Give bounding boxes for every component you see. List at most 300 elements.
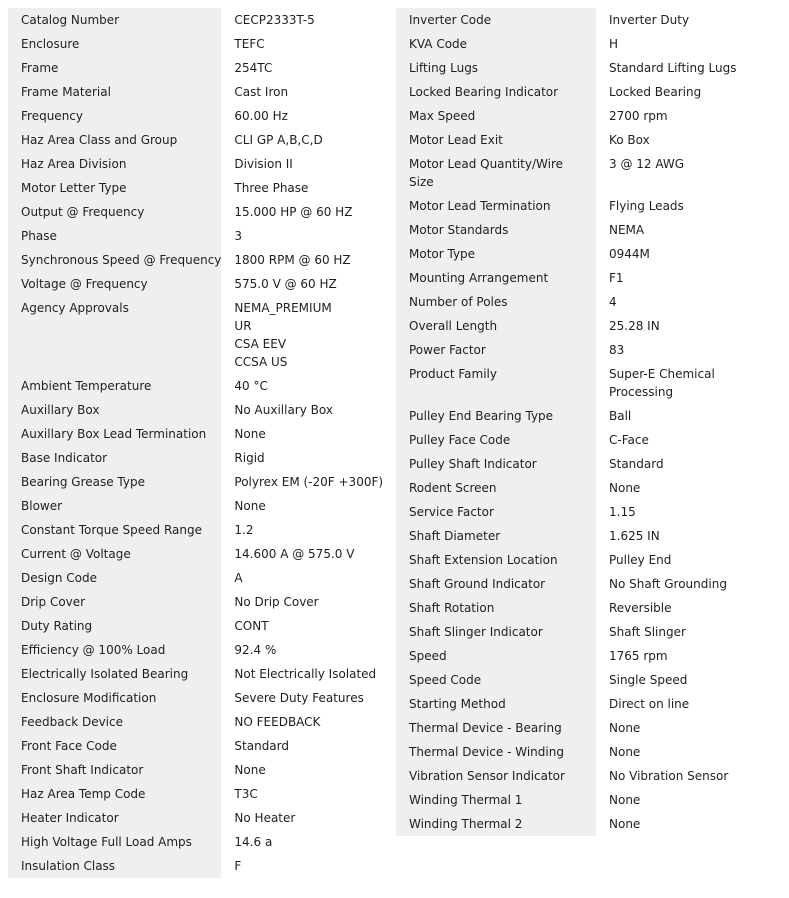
spec-value: T3C — [234, 787, 258, 801]
spec-value-cell — [221, 638, 384, 662]
spec-value: Polyrex EM (-20F +300F) — [234, 475, 384, 489]
spec-label-cell — [396, 668, 596, 692]
spec-label-cell — [8, 80, 221, 104]
spec-label-cell — [396, 218, 596, 242]
spec-label-cell — [396, 548, 596, 572]
spec-value: CONT — [234, 619, 269, 633]
spec-value-cell — [221, 686, 384, 710]
spec-value: Three Phase — [234, 181, 309, 195]
spec-value: No Vibration Sensor — [609, 769, 729, 783]
spec-row — [8, 176, 384, 200]
spec-label-cell — [396, 572, 596, 596]
spec-value: Not Electrically Isolated — [234, 667, 377, 681]
spec-label-cell — [396, 692, 596, 716]
spec-label: Shaft Diameter — [409, 529, 501, 543]
spec-label-cell — [396, 788, 596, 812]
spec-row — [396, 404, 777, 428]
spec-label: Motor Standards — [409, 223, 509, 237]
spec-value: None — [609, 793, 641, 807]
spec-label: Catalog Number — [21, 13, 120, 27]
spec-value: H — [609, 37, 619, 51]
spec-label-cell — [8, 56, 221, 80]
spec-value-cell — [596, 290, 777, 314]
spec-label: Enclosure — [21, 37, 80, 51]
spec-value-cell — [221, 128, 384, 152]
spec-label-cell — [8, 806, 221, 830]
spec-value-cell — [221, 566, 384, 590]
spec-label: Agency Approvals — [21, 301, 129, 315]
spec-label-cell — [396, 152, 596, 194]
spec-value-cell — [596, 266, 777, 290]
spec-value-cell — [221, 80, 384, 104]
spec-label: Max Speed — [409, 109, 476, 123]
spec-value: Ball — [609, 409, 632, 423]
spec-label-cell — [396, 242, 596, 266]
spec-row — [8, 854, 384, 878]
spec-value: No Heater — [234, 811, 296, 825]
spec-row — [8, 758, 384, 782]
spec-label-cell — [396, 524, 596, 548]
spec-value: 254TC — [234, 61, 273, 75]
spec-label: Haz Area Class and Group — [21, 133, 178, 147]
spec-label: Phase — [21, 229, 57, 243]
spec-row — [8, 470, 384, 494]
spec-label: Motor Lead Quantity/Wire — [409, 157, 564, 171]
spec-value-cell — [221, 854, 384, 878]
spec-label-cell — [396, 338, 596, 362]
spec-value-cell — [596, 80, 777, 104]
spec-label-cell — [396, 740, 596, 764]
spec-label: KVA Code — [409, 37, 468, 51]
spec-value-cell — [221, 224, 384, 248]
spec-row — [396, 314, 777, 338]
spec-row — [396, 266, 777, 290]
spec-value: Super-E Chemical — [609, 367, 715, 381]
spec-label: Motor Lead Exit — [409, 133, 503, 147]
spec-value: None — [609, 721, 641, 735]
spec-label-cell — [8, 176, 221, 200]
spec-label: Ambient Temperature — [21, 379, 152, 393]
spec-label: Haz Area Temp Code — [21, 787, 146, 801]
spec-label-cell — [8, 8, 221, 32]
spec-value-cell — [596, 548, 777, 572]
spec-label-cell — [396, 32, 596, 56]
spec-value-cell — [596, 362, 777, 404]
spec-row — [396, 668, 777, 692]
spec-value: CCSA US — [234, 355, 288, 369]
spec-value: 3 — [234, 229, 243, 243]
spec-value: 575.0 V @ 60 HZ — [234, 277, 337, 291]
spec-label: Constant Torque Speed Range — [21, 523, 203, 537]
spec-label: Shaft Ground Indicator — [409, 577, 546, 591]
spec-value-cell — [221, 8, 384, 32]
spec-label-cell — [8, 590, 221, 614]
spec-row — [396, 548, 777, 572]
spec-row — [396, 620, 777, 644]
spec-value-cell — [596, 194, 777, 218]
spec-label: Mounting Arrangement — [409, 271, 549, 285]
spec-label: Overall Length — [409, 319, 498, 333]
spec-row — [396, 764, 777, 788]
spec-value-cell — [221, 590, 384, 614]
spec-label-cell — [396, 80, 596, 104]
spec-label-cell — [8, 830, 221, 854]
spec-row — [396, 242, 777, 266]
spec-row — [396, 572, 777, 596]
spec-label-cell — [8, 224, 221, 248]
spec-row — [396, 152, 777, 194]
spec-row — [396, 644, 777, 668]
spec-value-cell — [596, 620, 777, 644]
spec-value: 14.600 A @ 575.0 V — [234, 547, 355, 561]
spec-label-cell — [8, 200, 221, 224]
spec-value-cell — [221, 758, 384, 782]
spec-row — [396, 290, 777, 314]
spec-row — [396, 338, 777, 362]
spec-label: Pulley Shaft Indicator — [409, 457, 537, 471]
spec-value: TEFC — [234, 37, 265, 51]
spec-label-cell — [8, 248, 221, 272]
spec-label-cell — [396, 764, 596, 788]
spec-row — [8, 224, 384, 248]
spec-label: Motor Lead Termination — [409, 199, 551, 213]
spec-value-cell — [596, 668, 777, 692]
spec-label: Heater Indicator — [21, 811, 119, 825]
spec-value-cell — [596, 452, 777, 476]
spec-value-cell — [221, 176, 384, 200]
spec-label-cell — [8, 470, 221, 494]
spec-value: No Drip Cover — [234, 595, 319, 609]
spec-value-cell — [596, 788, 777, 812]
spec-label: Front Face Code — [21, 739, 117, 753]
spec-value-cell — [221, 248, 384, 272]
spec-value-cell — [596, 716, 777, 740]
spec-label: Efficiency @ 100% Load — [21, 643, 166, 657]
spec-label-cell — [396, 620, 596, 644]
spec-label: Motor Type — [409, 247, 476, 261]
spec-label-cell — [8, 686, 221, 710]
spec-value-cell — [221, 296, 384, 374]
spec-value: NO FEEDBACK — [234, 715, 321, 729]
spec-value-cell — [596, 338, 777, 362]
spec-value: 1.15 — [609, 505, 636, 519]
spec-label: Auxillary Box — [21, 403, 100, 417]
spec-label: Shaft Slinger Indicator — [409, 625, 543, 639]
spec-row — [8, 398, 384, 422]
spec-row — [8, 638, 384, 662]
spec-value: 14.6 a — [234, 835, 273, 849]
spec-label: Design Code — [21, 571, 97, 585]
spec-value-cell — [596, 428, 777, 452]
spec-label: Rodent Screen — [409, 481, 497, 495]
spec-label-cell — [396, 314, 596, 338]
spec-value: None — [609, 481, 641, 495]
spec-label: Bearing Grease Type — [21, 475, 145, 489]
spec-label: Winding Thermal 1 — [409, 793, 523, 807]
spec-row — [8, 566, 384, 590]
spec-label-cell — [396, 644, 596, 668]
spec-value-cell — [596, 404, 777, 428]
spec-label: Service Factor — [409, 505, 494, 519]
spec-row — [396, 524, 777, 548]
spec-label-cell — [8, 662, 221, 686]
spec-row — [396, 362, 777, 404]
spec-label: Voltage @ Frequency — [21, 277, 148, 291]
spec-label-cell — [396, 104, 596, 128]
spec-value-cell — [596, 572, 777, 596]
spec-table-right — [396, 8, 777, 836]
spec-label: Feedback Device — [21, 715, 123, 729]
spec-value: Standard Lifting Lugs — [609, 61, 737, 75]
spec-label: Size — [409, 175, 434, 189]
spec-label: Duty Rating — [21, 619, 93, 633]
spec-value: 60.00 Hz — [234, 109, 288, 123]
spec-label-cell — [396, 716, 596, 740]
spec-value-cell — [596, 32, 777, 56]
spec-value-cell — [596, 476, 777, 500]
spec-value-cell — [596, 314, 777, 338]
spec-row — [8, 32, 384, 56]
spec-label-cell — [396, 266, 596, 290]
spec-value: CSA EEV — [234, 337, 287, 351]
spec-value: 40 °C — [234, 379, 268, 393]
spec-label-cell — [8, 854, 221, 878]
spec-value: F1 — [609, 271, 624, 285]
spec-value-cell — [596, 152, 777, 194]
spec-row — [8, 152, 384, 176]
spec-row — [8, 200, 384, 224]
spec-value: Reversible — [609, 601, 672, 615]
spec-label: Auxillary Box Lead Termination — [21, 427, 207, 441]
spec-value-cell — [596, 8, 777, 32]
spec-value-cell — [221, 56, 384, 80]
spec-value: Division II — [234, 157, 293, 171]
spec-value: None — [234, 763, 266, 777]
spec-value: Direct on line — [609, 697, 690, 711]
spec-label-cell — [8, 398, 221, 422]
spec-label-cell — [8, 734, 221, 758]
spec-label: Inverter Code — [409, 13, 492, 27]
spec-value: Locked Bearing — [609, 85, 702, 99]
spec-label-cell — [396, 452, 596, 476]
spec-row — [396, 128, 777, 152]
spec-value: 25.28 IN — [609, 319, 660, 333]
spec-row — [8, 446, 384, 470]
spec-row — [396, 740, 777, 764]
spec-value-cell — [596, 56, 777, 80]
spec-row — [8, 80, 384, 104]
spec-value: 1.625 IN — [609, 529, 660, 543]
spec-label: Insulation Class — [21, 859, 116, 873]
spec-value: C-Face — [609, 433, 649, 447]
spec-label: Shaft Extension Location — [409, 553, 558, 567]
spec-label: Blower — [21, 499, 63, 513]
spec-value: NEMA_PREMIUM — [234, 301, 332, 315]
spec-value: None — [234, 499, 266, 513]
spec-value-cell — [221, 32, 384, 56]
spec-label-cell — [396, 362, 596, 404]
spec-value-cell — [221, 782, 384, 806]
spec-row — [8, 710, 384, 734]
spec-value: 92.4 % — [234, 643, 277, 657]
spec-value-cell — [596, 692, 777, 716]
spec-row — [396, 692, 777, 716]
spec-value: Inverter Duty — [609, 13, 690, 27]
spec-label: Speed Code — [409, 673, 482, 687]
spec-value: CLI GP A,B,C,D — [234, 133, 323, 147]
spec-value-cell — [596, 242, 777, 266]
spec-label: Frequency — [21, 109, 83, 123]
spec-row — [8, 494, 384, 518]
spec-value-cell — [221, 422, 384, 446]
spec-label-cell — [396, 128, 596, 152]
spec-row — [396, 500, 777, 524]
spec-value-cell — [596, 740, 777, 764]
spec-label-cell — [396, 56, 596, 80]
spec-row — [396, 32, 777, 56]
spec-value: 0944M — [609, 247, 650, 261]
spec-row — [396, 428, 777, 452]
spec-label-cell — [396, 812, 596, 836]
spec-row — [8, 686, 384, 710]
spec-row — [396, 104, 777, 128]
spec-value-cell — [596, 104, 777, 128]
spec-label-cell — [396, 428, 596, 452]
spec-label: Speed — [409, 649, 447, 663]
spec-label-cell — [8, 566, 221, 590]
spec-row — [396, 56, 777, 80]
spec-value-cell — [221, 272, 384, 296]
spec-value-cell — [221, 152, 384, 176]
spec-value: UR — [234, 319, 252, 333]
spec-label: Frame Material — [21, 85, 111, 99]
spec-label: Electrically Isolated Bearing — [21, 667, 189, 681]
spec-label-cell — [8, 614, 221, 638]
spec-row — [396, 80, 777, 104]
spec-value: Shaft Slinger — [609, 625, 686, 639]
spec-row — [396, 716, 777, 740]
spec-value-cell — [221, 398, 384, 422]
spec-value: 1.2 — [234, 523, 254, 537]
spec-value-cell — [596, 596, 777, 620]
spec-label-cell — [8, 422, 221, 446]
spec-value: Severe Duty Features — [234, 691, 364, 705]
spec-value: NEMA — [609, 223, 645, 237]
spec-row — [396, 812, 777, 836]
spec-value-cell — [596, 128, 777, 152]
spec-label: Vibration Sensor Indicator — [409, 769, 565, 783]
spec-label-cell — [8, 296, 221, 374]
spec-row — [8, 782, 384, 806]
spec-value-cell — [221, 470, 384, 494]
spec-row — [8, 8, 384, 32]
spec-label: Thermal Device - Winding — [409, 745, 564, 759]
spec-value-cell — [221, 374, 384, 398]
spec-value-cell — [596, 500, 777, 524]
spec-label-cell — [396, 476, 596, 500]
spec-label-cell — [8, 374, 221, 398]
spec-value: F — [234, 859, 242, 873]
spec-label: Product Family — [409, 367, 497, 381]
spec-value: 15.000 HP @ 60 HZ — [234, 205, 353, 219]
spec-label: Pulley End Bearing Type — [409, 409, 554, 423]
spec-value: 4 — [609, 295, 617, 309]
spec-label-cell — [8, 782, 221, 806]
spec-row — [396, 194, 777, 218]
spec-label-cell — [8, 638, 221, 662]
spec-label: Synchronous Speed @ Frequency — [21, 253, 222, 267]
spec-row — [8, 662, 384, 686]
spec-value: Flying Leads — [609, 199, 684, 213]
spec-label-cell — [8, 518, 221, 542]
spec-label-cell — [8, 32, 221, 56]
spec-label-cell — [396, 404, 596, 428]
spec-row — [8, 128, 384, 152]
spec-value: Rigid — [234, 451, 265, 465]
spec-value-cell — [221, 494, 384, 518]
spec-row — [8, 518, 384, 542]
spec-value-cell — [221, 542, 384, 566]
spec-value: Pulley End — [609, 553, 672, 567]
spec-label-cell — [8, 272, 221, 296]
spec-value-cell — [221, 710, 384, 734]
spec-row — [8, 830, 384, 854]
spec-value: CECP2333T-5 — [234, 13, 315, 27]
spec-label: Pulley Face Code — [409, 433, 511, 447]
spec-row — [8, 422, 384, 446]
spec-label: Base Indicator — [21, 451, 108, 465]
spec-label-cell — [396, 500, 596, 524]
spec-label: Frame — [21, 61, 59, 75]
spec-label: Locked Bearing Indicator — [409, 85, 559, 99]
spec-row — [8, 56, 384, 80]
spec-label-cell — [8, 128, 221, 152]
spec-label: Output @ Frequency — [21, 205, 145, 219]
spec-label-cell — [8, 542, 221, 566]
spec-label: Motor Letter Type — [21, 181, 127, 195]
spec-row — [396, 476, 777, 500]
spec-row — [8, 374, 384, 398]
spec-row — [8, 272, 384, 296]
spec-table-left — [8, 8, 384, 878]
spec-value-cell — [221, 830, 384, 854]
spec-label: Current @ Voltage — [21, 547, 131, 561]
spec-value-cell — [221, 614, 384, 638]
spec-label: Front Shaft Indicator — [21, 763, 144, 777]
spec-value: Standard — [234, 739, 289, 753]
spec-value-cell — [221, 734, 384, 758]
spec-value: Cast Iron — [234, 85, 289, 99]
spec-label: Thermal Device - Bearing — [409, 721, 562, 735]
spec-value-cell — [596, 812, 777, 836]
spec-label: Lifting Lugs — [409, 61, 479, 75]
spec-label-cell — [8, 710, 221, 734]
spec-value: 83 — [609, 343, 625, 357]
spec-value: None — [234, 427, 266, 441]
spec-row — [8, 296, 384, 374]
spec-value: 3 @ 12 AWG — [609, 157, 685, 171]
spec-value-cell — [221, 518, 384, 542]
spec-label: Number of Poles — [409, 295, 508, 309]
spec-value-cell — [221, 446, 384, 470]
spec-row — [396, 8, 777, 32]
spec-value: Ko Box — [609, 133, 650, 147]
spec-row — [8, 542, 384, 566]
spec-row — [8, 104, 384, 128]
spec-value-cell — [596, 644, 777, 668]
spec-value: None — [609, 745, 641, 759]
spec-label-cell — [396, 290, 596, 314]
